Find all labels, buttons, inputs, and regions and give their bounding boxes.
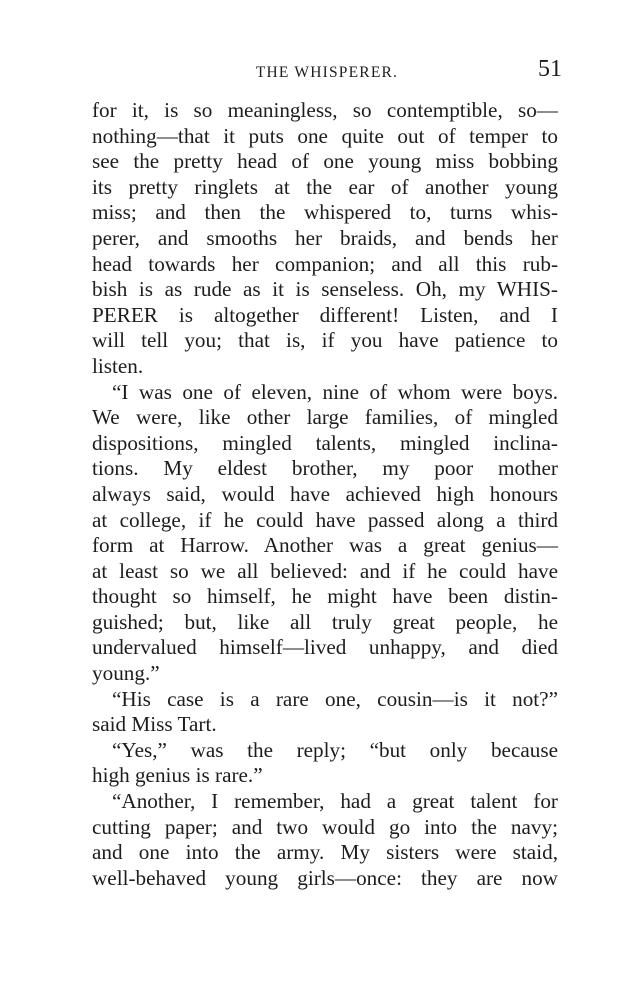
text-line: well-behaved young girls—once: they are now bbox=[92, 865, 558, 890]
text-line: always said, would have achieved high honours bbox=[92, 481, 558, 506]
text-line: and one into the army. My sisters were staid, bbox=[92, 840, 558, 865]
text-line: bish is as rude as it is senseless. Oh, my WHIS- bbox=[92, 277, 558, 302]
text-line: for it, is so meaningless, so contemptible, so— bbox=[92, 98, 558, 122]
running-head: THE WHISPERER. bbox=[255, 64, 399, 81]
text-line: guished; but, like all truly great people, he bbox=[92, 609, 558, 634]
text-line: “His case is a rare one, cousin—is it not?” bbox=[112, 686, 558, 711]
text-line: dispositions, mingled talents, mingled inclina- bbox=[92, 430, 558, 455]
text-line: PERER is altogether different! Listen, and I bbox=[92, 302, 558, 327]
text-line: “Yes,” was the reply; “but only because bbox=[112, 737, 558, 762]
text-line: thought so himself, he might have been distin- bbox=[92, 584, 558, 609]
text-line: “Another, I remember, had a great talent for bbox=[112, 789, 558, 814]
body-text bbox=[92, 98, 558, 891]
text-line: at least so we all believed: and if he could have bbox=[92, 558, 558, 583]
text-line: perer, and smooths her braids, and bends her bbox=[92, 225, 558, 250]
text-line: high genius is rare.” bbox=[92, 763, 263, 788]
text-line: young.” bbox=[92, 661, 160, 686]
text-line: “I was one of eleven, nine of whom were boys. bbox=[112, 379, 558, 404]
page-number: 51 bbox=[538, 56, 562, 82]
text-line: said Miss Tart. bbox=[92, 712, 217, 737]
text-line: at college, if he could have passed along a third bbox=[92, 507, 558, 532]
text-line: cutting paper; and two would go into the navy; bbox=[92, 814, 558, 839]
text-line: We were, like other large families, of mingled bbox=[92, 405, 558, 430]
text-line: see the pretty head of one young miss bobbing bbox=[92, 149, 558, 174]
text-line: head towards her companion; and all this rub- bbox=[92, 251, 558, 276]
text-line: tions. My eldest brother, my poor mother bbox=[92, 456, 558, 481]
page-header bbox=[92, 56, 562, 86]
text-line: listen. bbox=[92, 353, 144, 378]
text-line: nothing—that it puts one quite out of temper to bbox=[92, 123, 558, 148]
text-line: form at Harrow. Another was a great genius— bbox=[92, 533, 558, 558]
text-line: undervalued himself—lived unhappy, and died bbox=[92, 635, 558, 660]
text-line: its pretty ringlets at the ear of another young bbox=[92, 174, 558, 199]
text-line: will tell you; that is, if you have patience to bbox=[92, 328, 558, 353]
text-line: miss; and then the whispered to, turns whis- bbox=[92, 200, 558, 225]
